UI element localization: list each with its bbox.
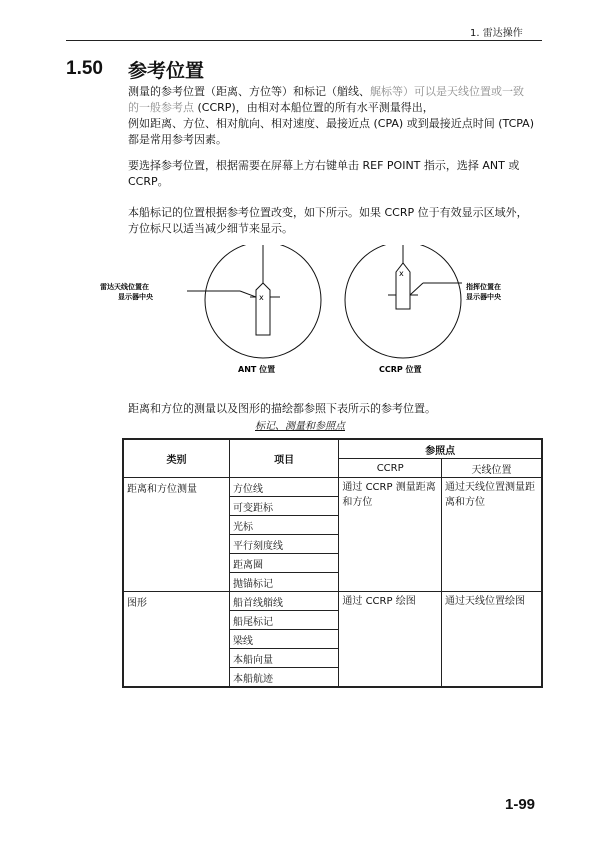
ant-center-mark: x: [259, 293, 264, 302]
item-cell: 可变距标: [229, 497, 338, 516]
table-title: 标记、测量和参照点: [255, 421, 345, 432]
item-cell: 抛锚标记: [229, 573, 338, 592]
antenna-cell: 通过天线位置测量距离和方位: [441, 478, 542, 592]
p2-line1: 要选择参考位置，根据需要在屏幕上方右键单击 REF POINT 指示，选择 ANT 或: [128, 159, 520, 172]
p1-line3: 例如距离、方位、相对航向、相对速度、最接近点 (CPA) 或到最接近点时间 (TCPA): [128, 117, 534, 130]
table-row: [123, 478, 542, 497]
item-cell: 方位线: [229, 478, 338, 497]
ccrp-callout-pointer: [410, 283, 423, 295]
p2-line2: CCRP。: [128, 175, 169, 188]
paragraph-2: [128, 158, 543, 190]
ccrp-center-mark: x: [399, 269, 404, 278]
ant-callout-pointer: [240, 291, 256, 297]
category-cell: 距离和方位测量: [123, 478, 229, 592]
chapter-header: 1. 雷达操作: [470, 28, 523, 39]
item-cell: 平行刻度线: [229, 535, 338, 554]
item-cell: 光标: [229, 516, 338, 535]
paragraph-3: [128, 205, 543, 237]
ant-ship-outline: [256, 283, 270, 335]
section-title: 参考位置: [128, 60, 205, 82]
ccrp-cell: 通过 CCRP 绘图: [339, 592, 442, 688]
item-cell: 本船向量: [229, 649, 338, 668]
right-callout-line2: 显示器中央: [466, 293, 501, 301]
header-category: 类别: [123, 439, 229, 478]
page-number: 1-99: [505, 796, 536, 813]
p3-line2: 方位标尺以适当减少细节来显示。: [128, 222, 293, 235]
item-cell: 距离圈: [229, 554, 338, 573]
header-antenna: 天线位置: [441, 459, 542, 478]
header-item: 项目: [229, 439, 338, 478]
p3-line1: 本船标记的位置根据参考位置改变，如下所示。如果 CCRP 位于有效显示区域外，: [128, 206, 528, 219]
header-rule: [66, 40, 542, 41]
left-callout-line1: 雷达天线位置在: [100, 283, 149, 291]
table-intro: 距离和方位的测量以及图形的描绘都参照下表所示的参考位置。: [128, 402, 436, 415]
ccrp-cell: 通过 CCRP 测量距离和方位: [339, 478, 442, 592]
antenna-cell: 通过天线位置绘图: [441, 592, 542, 688]
ccrp-position-label: CCRP 位置: [379, 365, 422, 374]
p1-line1: 测量的参考位置（距离、方位等）和标记（艏线、: [128, 85, 370, 98]
category-cell: 图形: [123, 592, 229, 688]
reference-position-diagram: [90, 245, 540, 380]
table-row: [123, 592, 542, 611]
p1-line2-gray: 的一般参考点: [128, 101, 194, 114]
header-ref-point: 参照点: [339, 439, 542, 459]
header-ccrp: CCRP: [339, 459, 442, 478]
item-cell: 船首线艏线: [229, 592, 338, 611]
item-cell: 梁线: [229, 630, 338, 649]
p1-line1-gray: 艉标等）可以是天线位置或一致: [370, 85, 524, 98]
item-cell: 船尾标记: [229, 611, 338, 630]
right-callout-line1: 指挥位置在: [466, 283, 501, 291]
item-cell: 本船航迹: [229, 668, 338, 688]
left-callout-line2: 显示器中央: [118, 293, 153, 301]
ant-position-label: ANT 位置: [238, 365, 276, 374]
p1-line2: (CCRP)，由相对本船位置的所有水平测量得出，: [194, 101, 434, 114]
paragraph-1: [128, 84, 543, 148]
p1-line4: 都是常用参考因素。: [128, 133, 227, 146]
section-number: 1.50: [66, 58, 103, 79]
reference-table: [122, 438, 543, 688]
